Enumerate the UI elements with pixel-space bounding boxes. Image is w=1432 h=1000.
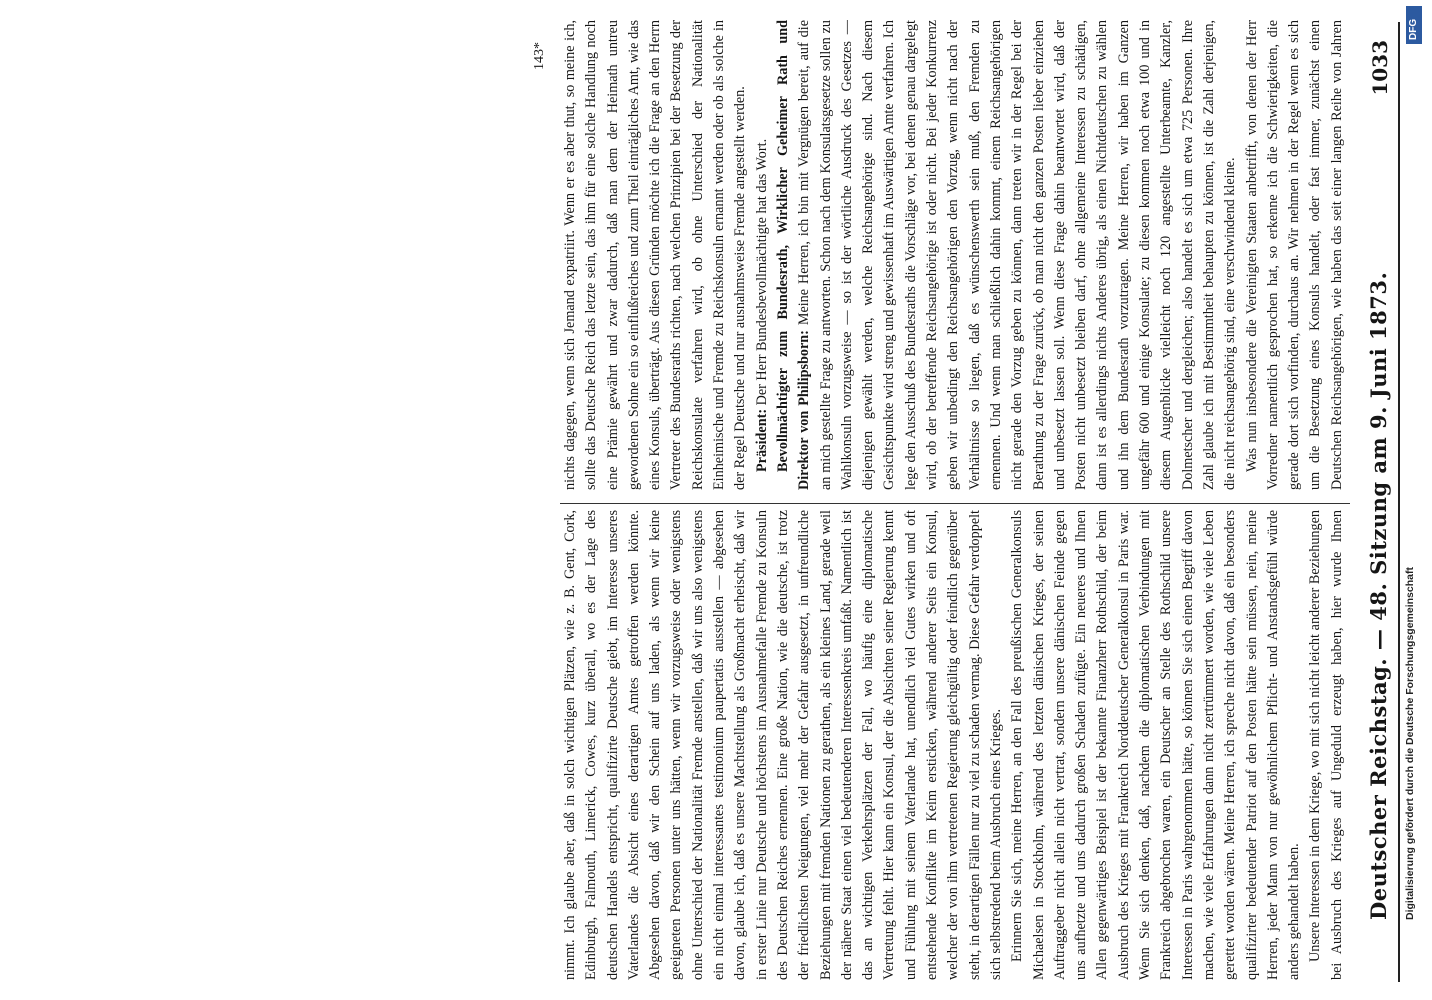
page-number: 1033 [1368,40,1392,96]
running-head: Deutscher Reichstag. — 48. Sitzung am 9. Juni 1873. [1366,271,1391,920]
text-column-left [560,510,1350,980]
speaker-name: Präsident: [753,408,770,472]
signature-mark: 143* [532,42,547,70]
page-header [1358,22,1400,982]
paragraph-text: nichts dagegen, wenn sich Jemand expatriirt. Wenn er es aber thut, so meine ich, sollte das Deutsche Reich das letzte sein, das ihm für eine solche Handlung noch eine Prämie gewährt und zwar dadurch, daß man dem der Heimath untreu gewordenen Sohne ein so einflußreiches und zum Theil einträgliches Amt, wie das eines Konsuls, überträgt. Aus diesen Gründen möchte ich die Frage an den Herrn Vertreter des Bundesraths richten, nach welchen Prinzipien bei der Besetzung der Reichskonsulate verfahren wird, ob ohne Unterschied der Nationalität Einheimische und Fremde zu Reichskonsuln ernannt werden oder ob als solche in der Regel Deutsche und nur ausnahmsweise Fremde angestellt werden. [562,20,749,490]
digitization-notice: Digitalisierung gefördert durch die Deutsche Forschungsgemeinschaft [1404,567,1416,920]
paragraph [773,20,1242,490]
text-column-right [560,20,1350,490]
paragraph-text: Unsere Interessen in dem Kriege, wo mit sich nicht leicht anderer Beziehungen bei Ausbruch des Krieges auf Ungeduld erzeugt haben, hier wurde Ihnen [1307,510,1345,980]
paragraph-text: nimmt. Ich glaube aber, daß in solch wichtigen Plätzen, wie z. B. Gent, Cork, Edinburgh, Falmouth, Limerick, Cowes, kurz überall, wo es der Lage des deutschen Handels entspricht, qualifizirte Deutsche giebt, im Interesse unseres Vaterlandes die Absicht eines derartigen Amtes getroffen werden könnte. Abgesehen davon, daß wir den Schein auf uns laden, als wenn wir keine geeigneten Personen unter uns hätten, wenn wir vorzugsweise oder wenigstens ohne Unterschied der Nationalität Fremde anstellen, daß wir uns also wenigstens ein nicht einmal interessantes testimonium paupertatis ausstellen — abgesehen davon, glaube ich, daß es unsere Machtstellung als Großmacht erheischt, daß wir in erster Linie nur Deutsche und höchstens im Ausnahmefalle Fremde zu Konsuln des Deutschen Reiches ernennen. Eine große Nation, wie die deutsche, ist trotz der friedlichsten Neigungen, viel mehr der Gefahr ausgesetzt, in unfreundliche Beziehungen mit fremden Nationen zu gerathen, als ein kleines Land, gerade weil der nähere Staat einen viel bedeutenderen Interessenkreis umfaßt. Namentlich ist das an wichtigen Verkehrsplätzen der Fall, wo häufig eine diplomatische Vertretung fehlt. Hier kann ein Konsul, der die Absichten seiner Regierung kennt und Fühlung mit seinem Vaterlande hat, unendlich viel Gutes wirken und oft entstehende Konflikte im Keim ersticken, während anderer Seits ein Konsul, welcher der von ihm vertretenen Regierung gleichgültig oder feindlich gegenüber steht, in derartigen Fällen nur zu viel zu schaden vermag. Diese Gefahr verdoppelt sich selbstredend beim Ausbruch eines Krieges. [562,510,1004,980]
paragraph-text: Der Herr Bundesbevollmächtigte hat das Wort. [753,138,770,406]
dfg-logo: DFG [1406,6,1422,44]
paragraph [1007,510,1305,980]
paragraph [752,20,773,490]
paragraph-text: Erinnern Sie sich, meine Herren, an den Fall des preußischen Generalkonsuls Michaelsen in Stockholm, während des letzten dänischen Krieges, der seinen Auftraggeber nicht allein nicht vertrat, sondern unsere dänischen Feinde gegen uns aufhetzte und uns dadurch großen Schaden zufügte. Ein neueres und Ihnen Allen gegenwärtiges Beispiel ist der bekannte Finanzherr Rothschild, der beim Ausbruch des Krieges mit Frankreich Norddeutscher Generalkonsul in Paris war. Wenn Sie sich denken, daß, nachdem die diplomatischen Verbindungen mit Frankreich abgebrochen waren, ein Deutscher an Stelle des Rothschild unsere Interessen in Paris wahrgenommen hätte, so können Sie sich einen Begriff davon machen, wie viele Erfahrungen dann nicht zertrümmert worden, wie viele Leben gerettet worden wären. Meine Herren, ich spreche nicht davon, daß ein besonders qualifizirter bedeutender Patriot auf den Posten hätte sein müssen, nein, meine Herren, jeder Mann von nur gewöhnlichem Pflicht- und Anstandsgefühl würde anders gehandelt haben. [1009,510,1303,980]
blank-lower-margin [20,20,520,980]
paragraph-text: Was nun insbesondere die Vereinigten Staaten anbetrifft, von denen der Herr Vorredner namentlich gesprochen hat, so erkenne ich die Schwierigkeiten, die gerade dort sich vorfinden, durchaus an. Wir nehmen in der Regel wenn es sich um die Besetzung eines Konsuls handelt, oder fast immer, zunächst einen Deutschen Reichsangehörigen, wie haben das seit einer langen Reihe von Jahren [1243,20,1345,490]
paragraph [1305,510,1350,980]
paragraph [560,20,752,490]
digitization-notice-strip [1398,60,1426,940]
paragraph-text: Meine Herren, ich bin mit Vergnügen bereit, auf die an mich gestellte Frage zu antworten. Schon nach dem Konsulatsgesetze sollen zu Wahlkonsuln vorzugsweise — so ist der wörtliche Ausdruck des Gesetzes — diejenigen gewählt werden, welche Reichsangehörige sind. Nach diesem Gesichtspunkte wird streng und gewissenhaft im Auswärtigen Amte verfahren. Ich lege den Ausschuß des Bundesraths die Vorschläge vor, bei denen genau dargelegt wird, ob der betreffende Reichsangehörige ist oder nicht. Bei jeder Konkurrenz geben wir unbedingt den Reichsangehörigen den Vorzug, wenn nicht nach der Verhältnisse so liegen, daß es wünschenswerth sein muß, den Fremden zu ernennen. Und wenn man schließlich dahin kommt, einem Reichsangehörigen nicht gerade den Vorzug geben zu können, dann treten wir in der Regel bei der Berathung zu der Frage zurück, ob man nicht den ganzen Posten lieber einziehen und unbesetzt lassen soll. Wenn diese Frage dahin beantwortet wird, daß der Posten nicht unbesetzt bleiben darf, ohne allgemeine Interessen zu schädigen, dann ist es allerdings nichts Anderes übrig, als einen Nichtdeutschen zu wählen und ihn dem Bundesrath vorzutragen. Meine Herren, wir haben im Ganzen ungefähr 600 und einige Konsulate; zu diesen kommen noch etwa 100 und in diesem Augenblicke vielleicht noch 120 angestellte Unterbeamte, Kanzler, Dolmetscher und dergleichen; also handelt es sich um etwa 725 Personen. Ihre Zahl glaube ich mit Bestimmtheit behaupten zu können, ist die Zahl derjenigen, die nicht reichsangehörig sind, eine verschwindend kleine. [796,20,1239,490]
paragraph [560,510,1007,980]
column-divider [560,503,1350,504]
speaker-name: Bevollmächtigter zum Bundesrath, Wirklicher Geheimer Rath und Direktor von Philipsborn: [774,20,813,490]
paragraph [1242,20,1351,490]
